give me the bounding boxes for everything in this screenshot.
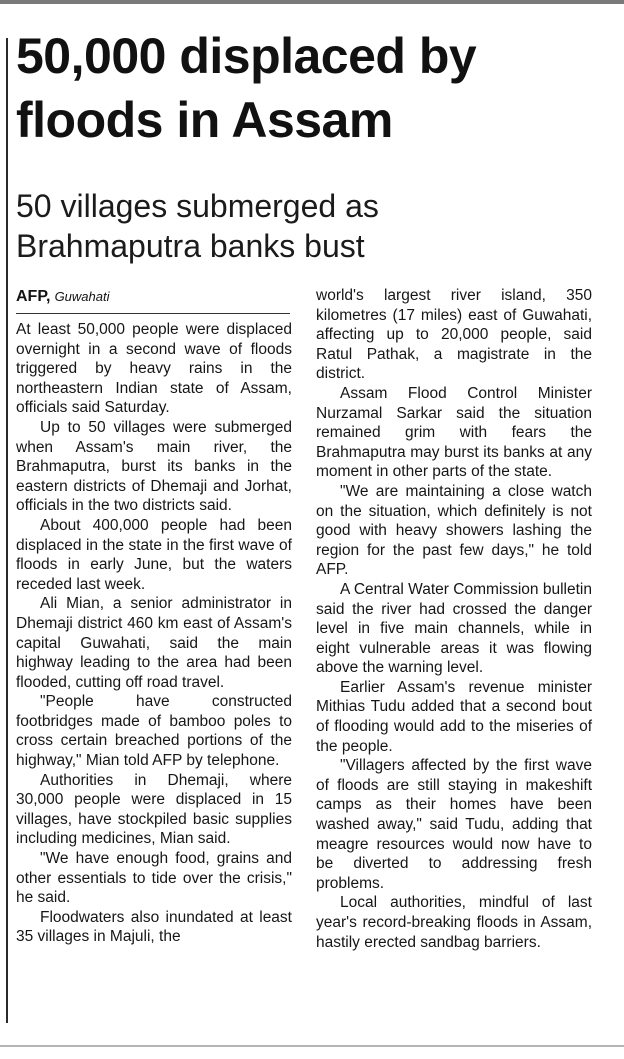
- paragraph: world's largest river island, 350 kilometres (17 miles) east of Guwahati, affecting up to 20,000 people, said Ratul Pathak, a magistrate in the district.: [316, 287, 592, 383]
- headline: 50,000 displaced by floods in Assam: [16, 28, 477, 148]
- paragraph: Local authorities, mindful of last year's record-breaking floods in Assam, hastily erected sandbag barriers.: [316, 894, 592, 951]
- paragraph: Ali Mian, a senior administrator in Dhemaji district 460 km east of Assam's capital Guwahati, said the main highway leading to the area had been flooded, cutting off road travel.: [16, 595, 292, 691]
- byline-rule: [16, 313, 290, 314]
- paragraph: "People have constructed footbridges made of bamboo poles to cross certain breached portions of the highway," Mian told AFP by telephone.: [16, 693, 292, 770]
- top-rule: [0, 0, 624, 4]
- article-column-left: [16, 320, 292, 947]
- paragraph: At least 50,000 people were displaced overnight in a second wave of floods triggered by heavy rains in the northeastern Indian state of Assam, officials said Saturday.: [16, 321, 292, 417]
- paragraph: A Central Water Commission bulletin said the river had crossed the danger level in five main channels, while in eight vulnerable areas it was flowing above the warning level.: [316, 580, 592, 677]
- bottom-rule: [0, 1045, 624, 1047]
- byline: [16, 287, 290, 307]
- paragraph: "Villagers affected by the first wave of floods are still staying in makeshift camps as their homes have been washed away," said Tudu, adding that meagre resources would now have to be diverted to addressing fresh problems.: [316, 757, 592, 892]
- paragraph: "We have enough food, grains and other essentials to tide over the crisis," he said.: [16, 850, 292, 907]
- subheadline: 50 villages submerged as Brahmaputra banks bust: [16, 188, 379, 264]
- paragraph: "We are maintaining a close watch on the situation, which definitely is not good with heavy showers lashing the region for the past few days," he told AFP.: [316, 482, 592, 579]
- paragraph: Floodwaters also inundated at least 35 villages in Majuli, the: [16, 908, 292, 946]
- paragraph: Authorities in Dhemaji, where 30,000 people were displaced in 15 villages, have stockpiled basic supplies including medicines, Mian said.: [16, 771, 292, 848]
- byline-location: Guwahati: [54, 289, 110, 304]
- paragraph: Assam Flood Control Minister Nurzamal Sarkar said the situation remained grim with fears the Brahmaputra may burst its banks at any moment in other parts of the state.: [316, 384, 592, 481]
- left-border-rule: [6, 38, 8, 1023]
- paragraph: Up to 50 villages were submerged when Assam's main river, the Brahmaputra, burst its banks in the eastern districts of Dhemaji and Jorhat, officials in the two districts said.: [16, 418, 292, 515]
- byline-agency: AFP,: [16, 288, 51, 305]
- article-column-right: [316, 286, 592, 952]
- paragraph: About 400,000 people had been displaced in the state in the first wave of floods in early June, but the waters receded last week.: [16, 516, 292, 593]
- paragraph: Earlier Assam's revenue minister Mithias Tudu added that a second bout of flooding would add to the miseries of the people.: [316, 678, 592, 755]
